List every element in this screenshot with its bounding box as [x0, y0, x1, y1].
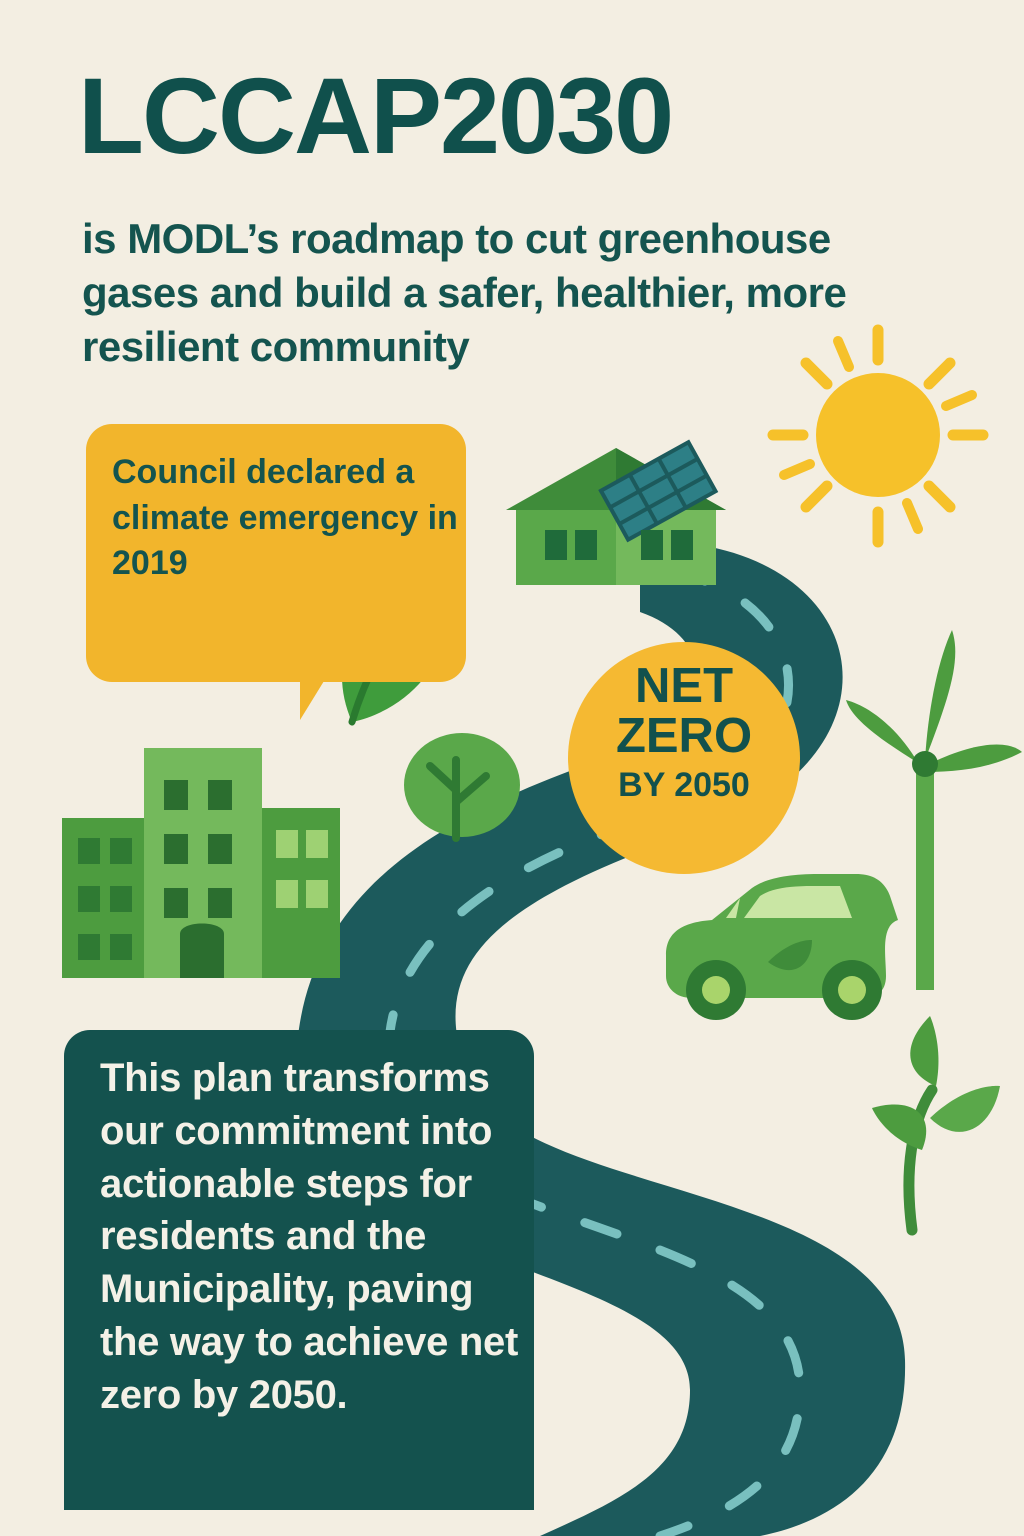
- buildings-icon: [62, 748, 340, 978]
- net-zero-line-2: ZERO: [615, 708, 753, 763]
- house-solar-icon: [506, 442, 726, 585]
- bubble-tail: [300, 668, 350, 720]
- net-zero-line-1: NET: [635, 659, 733, 713]
- climate-emergency-text: Council declared a climate emergency in 2019: [112, 453, 458, 583]
- page-title: LCCAP2030: [78, 55, 673, 176]
- net-zero-badge-text: [568, 659, 800, 804]
- summary-panel-text: This plan transforms our commitment into actionable steps for residents and the Municipality, paving the way to achieve net zero by 2050.: [100, 1056, 518, 1417]
- page-subtitle: is MODL’s roadmap to cut greenhouse gases and build a safer, healthier, more resilient community: [82, 215, 847, 370]
- sprout-icon: [872, 1016, 1000, 1230]
- electric-car-icon: [666, 874, 898, 1020]
- net-zero-line-3: BY 2050: [618, 765, 750, 804]
